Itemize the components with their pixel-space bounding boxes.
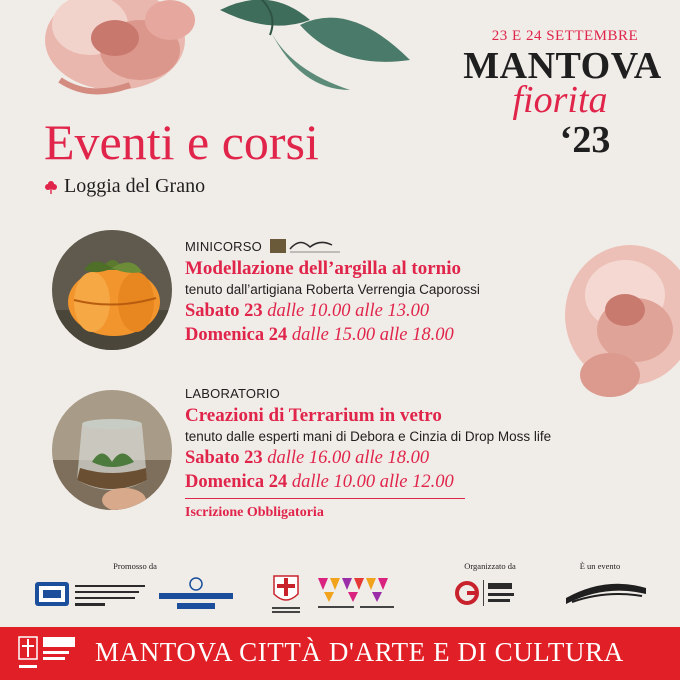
registration-note: Iscrizione Obbligatoria [185, 505, 324, 520]
venue [44, 175, 205, 198]
event-title: Creazioni di Terrarium in vetro [185, 405, 442, 426]
event-type [185, 236, 615, 256]
event-type [185, 383, 615, 403]
event-title: Modellazione dell’argilla al tornio [185, 258, 461, 279]
page-title: Eventi e corsi [44, 114, 319, 170]
slot-day: Sabato 23 [185, 448, 263, 468]
slot-time: dalle 10.00 alle 13.00 [267, 301, 430, 321]
event-description: tenuto dalle esperti mani di Debora e Cinzia di Drop Moss life [185, 429, 552, 444]
promoted-by-label: Promosso da [113, 561, 157, 571]
sgp-grandi-eventi-logo [455, 578, 525, 608]
event-minicorso [185, 236, 615, 346]
terrarium-photo [52, 390, 172, 510]
brand-name: MANTOVA [463, 45, 662, 87]
event-dates: 23 E 24 SETTEMBRE [491, 28, 639, 44]
slot-time: dalle 10.00 alle 12.00 [291, 472, 454, 492]
comune-mantova-crest [266, 572, 306, 616]
slot-time: dalle 15.00 alle 18.00 [291, 325, 454, 345]
organized-by-label: Organizzato da [464, 561, 516, 571]
event-of-label: È un evento [579, 561, 621, 571]
event-laboratorio [185, 383, 615, 521]
event-slot-saturday [185, 301, 615, 322]
event-type-label: LABORATORIO [185, 385, 280, 401]
event-slot-sunday [185, 472, 615, 493]
event-description: tenuto dall’artigiana Roberta Verrengia Caporossi [185, 282, 480, 297]
slot-day: Sabato 23 [185, 301, 263, 321]
brand-year: ‘23 [559, 119, 611, 161]
qui-arte-logo [270, 237, 342, 255]
brand-fiorita: fiorita [512, 79, 608, 121]
vasche-in-citta-logo [562, 578, 650, 606]
event-slot-sunday [185, 325, 615, 346]
event-slot-saturday [185, 448, 615, 469]
slot-time: dalle 16.00 alle 18.00 [267, 448, 430, 468]
footer-crest-unesco-logos [17, 631, 77, 675]
fondazione-artioli-logo [316, 574, 398, 614]
flower-icon [44, 180, 58, 194]
slot-day: Domenica 24 [185, 472, 288, 492]
cna-logo [35, 576, 150, 612]
rose-illustration-top [20, 0, 210, 110]
qui-arte-logo-icon [270, 237, 342, 255]
divider [185, 498, 465, 499]
leaves-illustration [210, 0, 420, 100]
confartigianato-logo [157, 576, 235, 612]
event-type-label: MINICORSO [185, 238, 262, 254]
venue-label: Loggia del Grano [64, 175, 206, 197]
slot-day: Domenica 24 [185, 325, 288, 345]
clay-pumpkin-photo [52, 230, 172, 350]
footer-text: MANTOVA CITTÀ D'ARTE E DI CULTURA [95, 637, 624, 667]
